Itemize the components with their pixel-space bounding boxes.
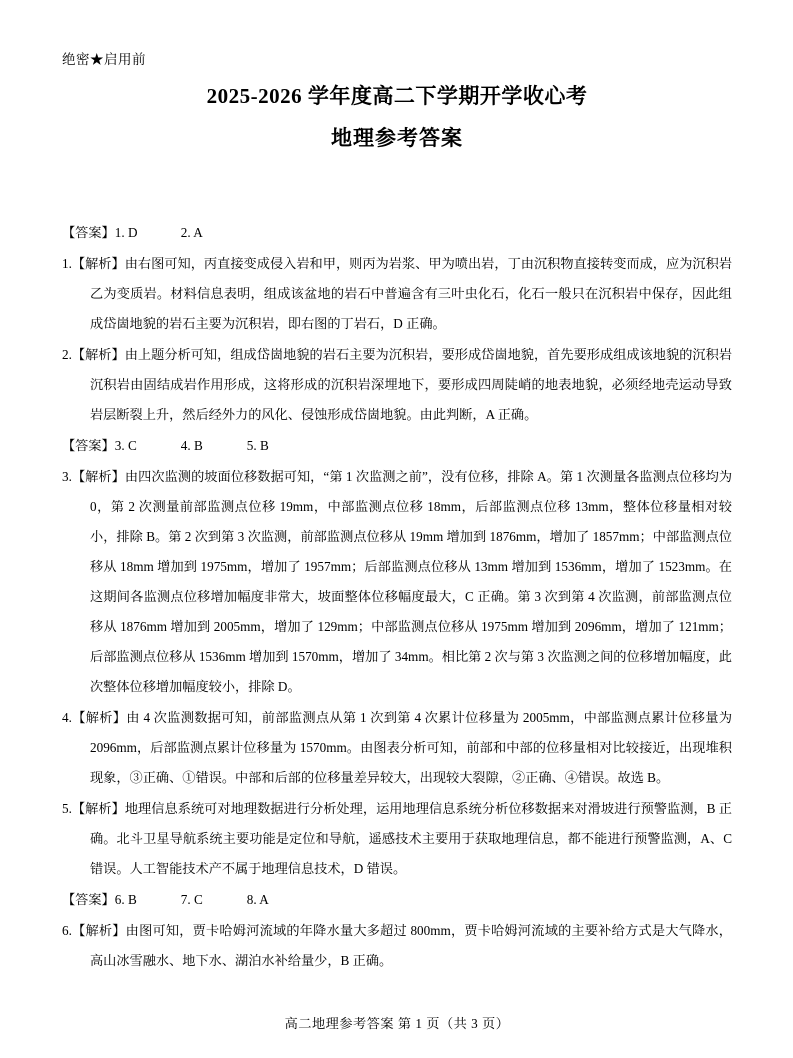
analysis-text: 地理信息系统可对地理数据进行分析处理，运用地理信息系统分析位移数据来对滑坡进行预警监测，B 正确。北斗卫星导航系统主要功能是定位和导航，遥感技术主要用于获取地理信息，都不能进行预警监测，A、C 错误。人工智能技术产不属于地理信息技术，D 错误。 [90,801,732,876]
document-title-line1: 2025-2026 学年度高二下学期开学收心考 [206,84,588,108]
analysis-paragraph [62,794,732,884]
analysis-paragraph [62,340,732,430]
analysis-label: 【解析】 [71,256,125,271]
analysis-label: 【解析】 [71,347,125,362]
analysis-label: 【解析】 [71,923,126,938]
analysis-paragraph [62,703,732,793]
secret-mark: 绝密★启用前 [62,52,146,67]
analysis-text: 由 4 次监测数据可知，前部监测点从第 1 次到第 4 次累计位移量为 2005mm，中部监测点累计位移量为 2096mm，后部监测点累计位移量为 1570mm。由图表分析可知，前部和中部的位移量相对比较接近，出现堆积现象，③正确、①错误。中部和后部的位移量差异较大，出现较大裂隙，②正确、④错误。故选 B。 [90,710,733,785]
analysis-paragraph [62,249,732,339]
analysis-paragraph [62,462,732,702]
page-footer: 高二地理参考答案 第 1 页（共 3 页） [284,1016,510,1031]
answer-item: 1. D [114,225,138,240]
answer-item: 2. A [180,225,203,240]
document-title-line2: 地理参考答案 [331,126,463,150]
answer-label: 【答案】 [62,892,115,907]
analysis-label: 【解析】 [71,801,125,816]
analysis-text: 由右图可知，丙直接变成侵入岩和甲，则丙为岩浆、甲为喷出岩，丁由沉积物直接转变而成，应为沉积岩乙为变质岩。材料信息表明，组成该盆地的岩石中普遍含有三叶虫化石，化石一般只在沉积岩中保存，因此组成岱崮地貌的岩石主要为沉积岩，即右图的丁岩石，D 正确。 [90,256,733,331]
answer-item: 5. B [246,438,269,453]
page-inner [62,0,732,1058]
answer-item: 4. B [180,438,203,453]
analysis-label: 【解析】 [71,710,127,725]
answer-label: 【答案】 [62,225,115,240]
analysis-number: 6. [62,923,72,938]
analysis-label: 【解析】 [71,469,125,484]
analysis-paragraph [62,916,732,976]
answer-item: 3. C [114,438,137,453]
answer-line [62,885,732,915]
answer-content [62,218,732,977]
analysis-text: 由四次监测的坡面位移数据可知，“第 1 次监测之前”，没有位移，排除 A。第 1 次测量各监测点位移均为 0，第 2 次测量前部监测点位移 19mm，中部监测点位移 18mm，后部监测点位移 13mm，整体位移量相对较小，排除 B。第 2 次到第 3 次监测，前部监测点位移从 19mm 增加到 1876mm，增加了 1857mm；中部监测点位移从 18mm 增加到 1975mm，增加了 1957mm；后部监测点位移从 13mm 增加到 1536mm，增加了 1523mm。在这期间各监测点位移增加幅度非常大，坡面整体位移幅度最大，C 正确。第 3 次到第 4 次监测，前部监测点位移从 1876mm 增加到 2005mm，增加了 129mm；中部监测点位移从 1975mm 增加到 2096mm，增加了 121mm；后部监测点位移从 1536mm 增加到 1570mm，增加了 34mm。相比第 2 次与第 3 次监测之间的位移增加幅度，此次整体位移增加幅度较小，排除 D。 [90,469,733,694]
answer-label: 【答案】 [62,438,115,453]
analysis-number: 1. [62,256,72,271]
analysis-number: 2. [62,347,72,362]
answer-line [62,218,732,248]
analysis-number: 5. [62,801,72,816]
analysis-text: 由上题分析可知，组成岱崮地貌的岩石主要为沉积岩，要形成岱崮地貌，首先要形成组成该地貌的沉积岩沉积岩由固结成岩作用形成，这将形成的沉积岩深埋地下，要形成四周陡峭的地表地貌，必须经地壳运动导致岩层断裂上升，然后经外力的风化、侵蚀形成岱崮地貌。由此判断，A 正确。 [90,347,733,422]
answer-item: 6. B [114,892,137,907]
analysis-text: 由图可知，贾卡哈姆河流域的年降水量大多超过 800mm，贾卡哈姆河流域的主要补给方式是大气降水，高山冰雪融水、地下水、湖泊水补给量少，B 正确。 [90,923,732,968]
answer-item: 8. A [246,892,269,907]
analysis-number: 3. [62,469,72,484]
answer-line [62,431,732,461]
answer-item: 7. C [180,892,203,907]
analysis-number: 4. [62,710,72,725]
